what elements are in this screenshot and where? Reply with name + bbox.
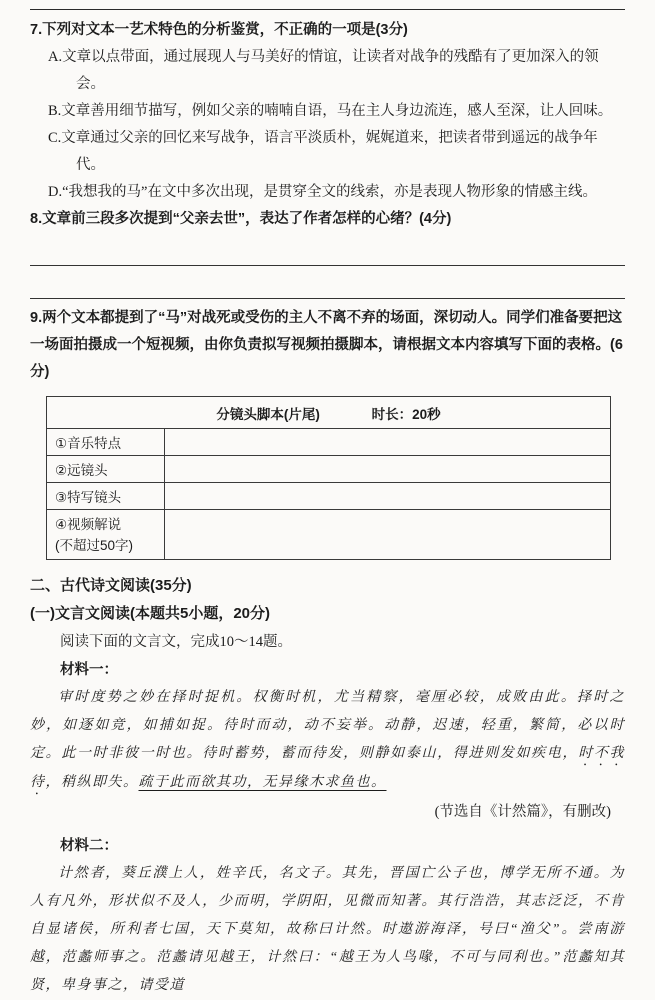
material-1-label: 材料一： [60, 662, 118, 678]
table-blank-cell-music [164, 429, 610, 456]
page-top-rule [30, 9, 625, 10]
table-row-label-long-shot: ②远镜头 [47, 456, 165, 483]
table-header-duration: 时长：20秒 [371, 406, 441, 422]
material-1-text [30, 684, 625, 798]
material-2-text: 计然者，葵丘濮上人，姓辛氏，名文子。其先，晋国亡公子也，博学无所不通。为人有凡外，形状似不及人，少而明，学阴阳，见微而知著。其行浩浩，其志泛泛，不肯自显诸侯，所利者七国，天下莫知，故称曰计然。时遨游海泽，号曰“渔父”。尝南游越，范蠡师事之。范蠡请见越王，计然曰：“越王为人鸟喙，不可与同利也。”范蠡知其贤，卑身事之，请受道 [30, 866, 625, 993]
question-7-option-c: C.文章通过父亲的回忆来写战争，语言平淡质朴，娓娓道来，把读者带到遥远的战争年代。 [48, 130, 598, 173]
reading-instruction: 阅读下面的文言文，完成10～14题。 [60, 634, 292, 650]
answer-blank-line [30, 266, 625, 299]
answer-blank-line [30, 233, 625, 266]
material-2-label: 材料二： [60, 838, 118, 854]
table-blank-cell-narration [164, 510, 610, 560]
section-2-subtitle: (一)文言文阅读(本题共5小题，20分) [30, 605, 271, 622]
table-row [47, 429, 611, 456]
table-header-row [47, 397, 611, 429]
table-row [47, 483, 611, 510]
question-8-stem: 8.文章前三段多次提到“父亲去世”，表达了作者怎样的心绪？(4分) [30, 211, 452, 227]
section-2-title: 二、古代诗文阅读(35分) [30, 577, 192, 594]
narration-label-line-2: (不超过50字) [55, 537, 134, 553]
material-1-underlined-sentence: 疏于此而欲其功，无异缘木求鱼也。 [138, 775, 387, 790]
table-blank-cell-long-shot [164, 456, 610, 483]
question-7-option-a: A.文章以点带面，通过展现人与马美好的情谊，让读者对战争的残酷有了更加深入的领会。 [48, 49, 599, 92]
table-row [47, 456, 611, 483]
table-row-label-narration [47, 510, 165, 560]
table-row-label-closeup: ③特写镜头 [47, 483, 165, 510]
material-1-part2: ，稍纵即失。 [45, 775, 139, 790]
table-blank-cell-closeup [164, 483, 610, 510]
material-1-source: (节选自《计然篇》，有删改) [434, 804, 611, 820]
material-1-emphasized-phrase: 时不我待 [30, 746, 626, 790]
storyboard-table [46, 396, 611, 560]
table-row [47, 510, 611, 560]
table-header-title: 分镜头脚本(片尾) [216, 406, 320, 422]
table-row-label-music: ①音乐特点 [47, 429, 165, 456]
material-1-part1: 审时度势之妙在择时捉机。权衡时机，尤当精察，毫厘必较，成败由此。择时之妙，如逐如竞，如捕如捉。待时而动，动不妄举。动静，迟速，轻重，繁简，必以时定。此一时非彼一时也。待时蓄势，蓄而待发，则静如泰山，得进则发如疾电， [30, 690, 625, 761]
table-header-cell [47, 397, 611, 429]
question-7-option-d: D.“我想我的马”在文中多次出现，是贯穿全文的线索，亦是表现人物形象的情感主线。 [48, 184, 597, 200]
question-7-stem: 7.下列对文本一艺术特色的分析鉴赏，不正确的一项是(3分) [30, 22, 408, 38]
question-9-stem: 9.两个文本都提到了“马”对战死或受伤的主人不离不弃的场面，深切动人。同学们准备要把这一场面拍摄成一个短视频，由你负责拟写视频拍摄脚本，请根据文本内容填写下面的表格。(6分) [30, 310, 623, 380]
narration-label-line-1: ④视频解说 [55, 516, 122, 532]
question-7-option-b: B.文章善用细节描写，例如父亲的喃喃自语，马在主人身边流连，感人至深，让人回味。 [48, 103, 613, 119]
